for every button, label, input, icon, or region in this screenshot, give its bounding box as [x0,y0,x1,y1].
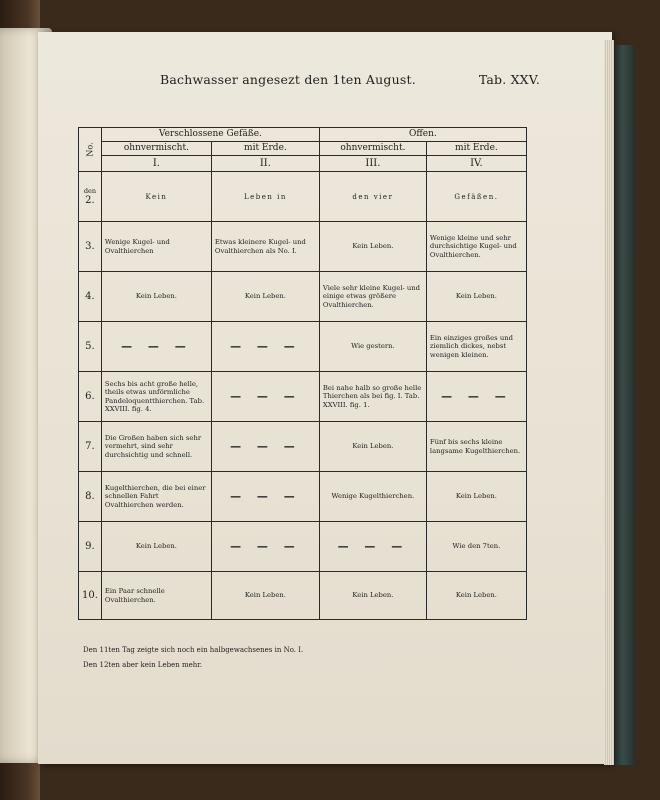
column-number-4: IV. [426,156,526,172]
page-stack-edge [604,40,614,765]
row-cell: — — — [101,322,211,372]
table-row [79,172,527,222]
table-row [79,522,527,572]
row-cell: Etwas kleinere Kugel- und Ovalthierchen als No. I. [211,222,319,272]
group-header-row [79,128,527,142]
row-cell: Kein Leben. [426,472,526,522]
row-cell: Kein [101,172,211,222]
column-number-1: I. [101,156,211,172]
row-cell: Bei nahe halb so große helle Thierchen als bei fig. I. Tab. XXVIII. fig. 1. [319,372,426,422]
row-cell: Ein einziges großes und ziemlich dickes, nebst wenigen kleinen. [426,322,526,372]
number-column-header: No. [79,128,102,172]
row-cell: Kein Leben. [319,422,426,472]
table-row [79,272,527,322]
row-cell: Kugelthierchen, die bei einer schnellen Fahrt Ovalthierchen werden. [101,472,211,522]
day-cell: 7. [79,422,102,472]
table-number: Tab. XXV. [478,72,540,87]
row-cell: Sechs bis acht große helle, theils etwas unförmliche Pandeloquentthierchen. Tab. XXVIII. fig. 4. [101,372,211,422]
roman-header-row [79,156,527,172]
row-cell: — — — [426,372,526,422]
footnote-line-2: Den 12ten aber kein Leben mehr. [83,661,203,669]
row-cell: Fünf bis sechs kleine langsame Kugelthierchen. [426,422,526,472]
footnote-line-1: Den 11ten Tag zeigte sich noch ein halbgewachsenes in No. I. [83,646,304,654]
row-cell: — — — [211,372,319,422]
day-cell: 6. [79,372,102,422]
row-cell: — — — [211,422,319,472]
day-cell: 10. [79,572,102,620]
row-cell: Wie den 7ten. [426,522,526,572]
row-cell: Kein Leben. [426,272,526,322]
row-cell: Kein Leben. [211,272,319,322]
group-open-header: Offen. [319,128,526,142]
row-cell: Kein Leben. [319,222,426,272]
observation-table [78,127,527,620]
group-closed-header: Verschlossene Gefäße. [101,128,319,142]
sub-header-row [79,142,527,156]
column-number-2: II. [211,156,319,172]
row-cell: Wenige kleine und sehr durchsichtige Kugel- und Ovalthierchen. [426,222,526,272]
row-cell: Wenige Kugelthierchen. [319,472,426,522]
table-row [79,222,527,272]
row-cell: Kein Leben. [211,572,319,620]
row-cell: Kein Leben. [101,522,211,572]
row-cell: — — — [211,472,319,522]
table-row [79,322,527,372]
page-title: Bachwasser angesezt den 1ten August. [160,72,416,87]
row-cell: Wenige Kugel- und Ovalthierchen [101,222,211,272]
table-row [79,472,527,522]
row-cell: Die Großen haben sich sehr vermehrt, sind sehr durchsichtig und schnell. [101,422,211,472]
row-cell: Ein Paar schnelle Ovalthierchen. [101,572,211,620]
sub-header-1: ohnvermischt. [101,142,211,156]
row-cell: den vier [319,172,426,222]
row-cell: Gefäßen. [426,172,526,222]
row-cell: Kein Leben. [426,572,526,620]
table-row [79,572,527,620]
row-cell: Kein Leben. [319,572,426,620]
sub-header-2: mit Erde. [211,142,319,156]
sub-header-3: ohnvermischt. [319,142,426,156]
row-cell: — — — [319,522,426,572]
row-cell: Wie gestern. [319,322,426,372]
table-row [79,422,527,472]
day-cell: 4. [79,272,102,322]
day-cell: 5. [79,322,102,372]
day-cell: 8. [79,472,102,522]
row-cell: Kein Leben. [101,272,211,322]
day-cell: den 2. [79,172,102,222]
book-cover-right [612,45,634,765]
sub-header-4: mit Erde. [426,142,526,156]
row-cell: — — — [211,522,319,572]
day-cell: 9. [79,522,102,572]
table-row [79,372,527,422]
day-cell: 3. [79,222,102,272]
row-cell: Viele sehr kleine Kugel- und einige etwas größere Ovalthierchen. [319,272,426,322]
row-cell: Leben in [211,172,319,222]
page-header [160,72,540,94]
row-cell: — — — [211,322,319,372]
column-number-3: III. [319,156,426,172]
